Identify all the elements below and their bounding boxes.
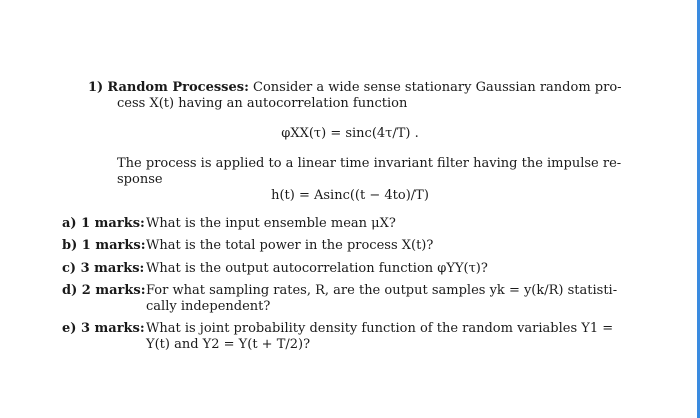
question-b-text: What is the total power in the process X(t)? [146, 238, 434, 253]
question-e-text-line2: Y(t) and Y2 = Y(t + T/2)? [146, 337, 311, 352]
problem-title: Random Processes: [107, 80, 249, 95]
problem-header [88, 80, 622, 96]
problem-number: 1) [88, 80, 104, 95]
question-a-text: What is the input ensemble mean μX? [146, 216, 396, 231]
question-d-text-line2: cally independent? [146, 299, 271, 314]
question-c-label: c) 3 marks: [62, 261, 145, 276]
equation-impulse-response: h(t) = Asinc((t − 4to)/T) [271, 188, 429, 203]
question-c-text: What is the output autocorrelation function φYY(τ)? [146, 261, 488, 276]
filter-line2: sponse [117, 172, 163, 187]
question-a-label: a) 1 marks: [62, 216, 145, 231]
question-d-label: d) 2 marks: [62, 283, 146, 298]
question-d-text-line1: For what sampling rates, R, are the output samples yk = y(k/R) statisti- [146, 283, 618, 298]
filter-line1: The process is applied to a linear time invariant filter having the impulse re- [117, 156, 622, 171]
problem-intro-line2: cess X(t) having an autocorrelation function [117, 96, 408, 111]
question-e-label: e) 3 marks: [62, 321, 145, 336]
question-e-text-line1: What is joint probability density function of the random variables Y1 = [146, 321, 614, 336]
problem-intro-line1: Consider a wide sense stationary Gaussian random pro- [253, 80, 622, 95]
equation-autocorrelation: φXX(τ) = sinc(4τ/T) . [281, 126, 419, 141]
question-b-label: b) 1 marks: [62, 238, 146, 253]
